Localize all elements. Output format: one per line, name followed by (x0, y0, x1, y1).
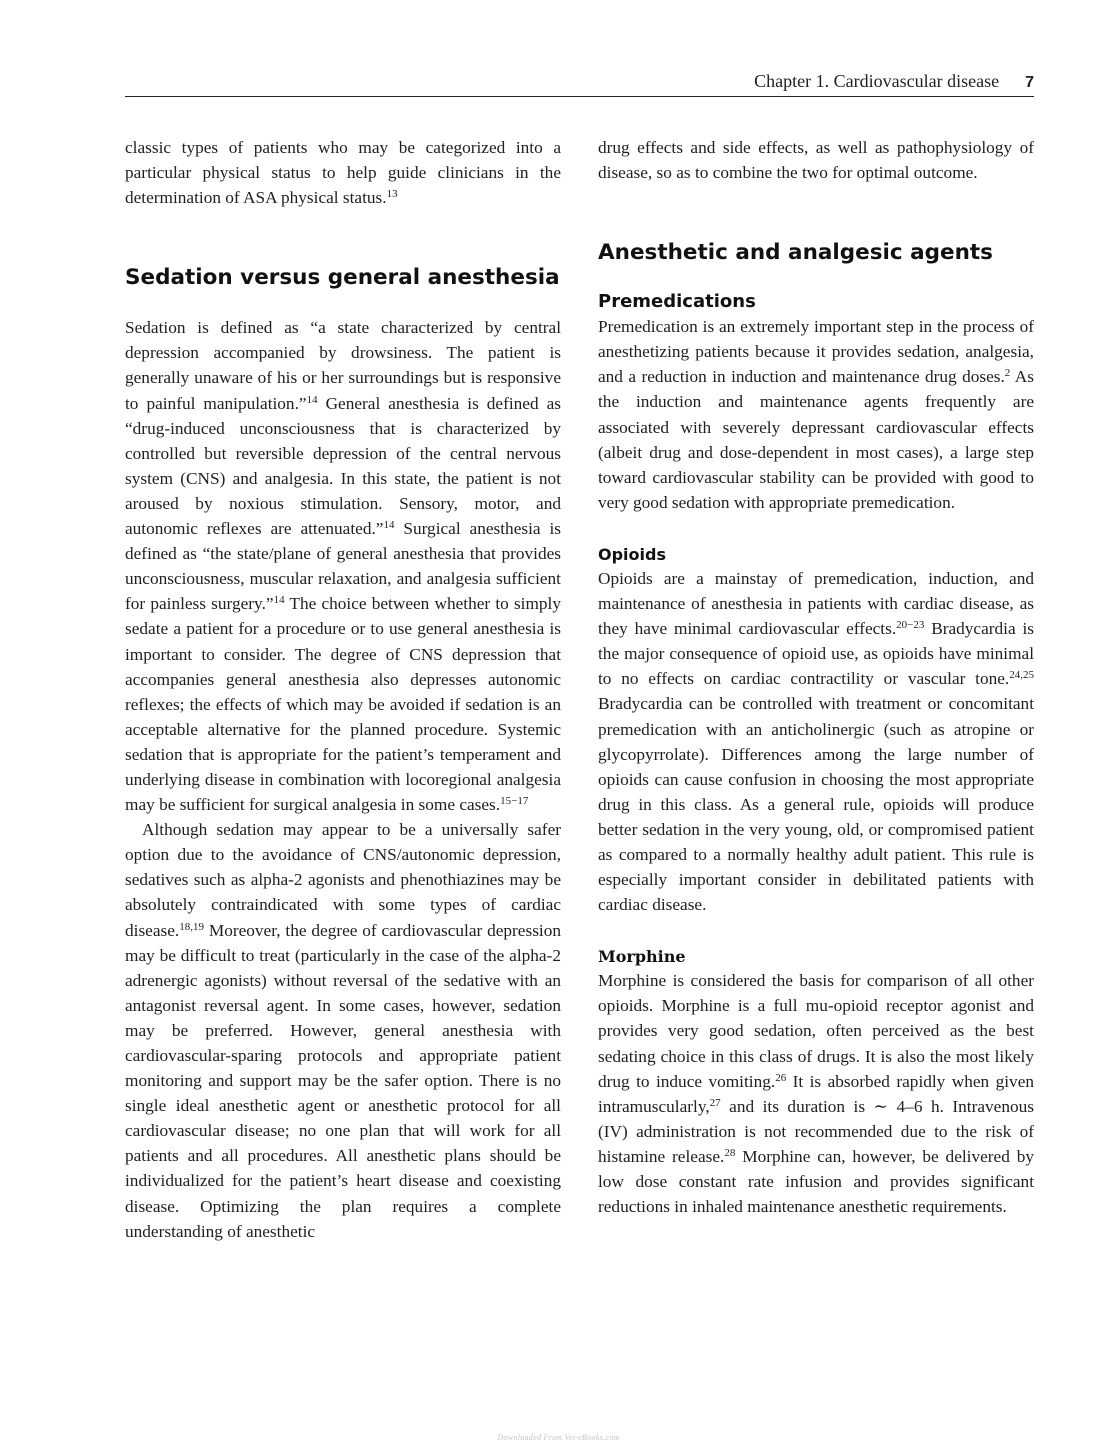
morphine-paragraph: Morphine is considered the basis for comparison of all other opioids. Morphine is a full mu-opioid receptor agonist and provides very good sedation, often perceived as the best sedating choice in this class of drugs. It is also the most likely drug to induce vomiting.$^{26}$ It is absorbed rapidly when given intramuscularly,$^{27}$ and its duration is ∼ 4–6 h. Intravenous (IV) administration is not recommended due to the risk of histamine release.$^{28}$ Morphine can, however, be delivered by low dose constant rate infusion and provides significant reductions in inhaled maintenance anesthetic requirements. (598, 971, 1035, 1217)
subheading-morphine: Morphine (598, 947, 686, 967)
running-header (125, 70, 1034, 92)
subheading-opioids: Opioids (598, 544, 666, 564)
right-intro-paragraph: drug effects and side effects, as well as pathophysiology of disease, so as to combine the two for optimal outcome. (598, 138, 1034, 183)
section-heading-sedation: Sedation versus general anesthesia (125, 265, 560, 291)
reference-marker: 15−17 (500, 795, 529, 808)
reference-marker: 24,25 (1009, 669, 1034, 682)
sedation-paragraph-1: Sedation is defined as “a state characterized by central depression accompanied by drowsiness. The patient is generally unaware of his or her surroundings but is responsive to painful manipulation.”$^{14}$ General anesthesia is defined as “drug-induced unconsciousness that is characterized by controlled but reversible depression of the central nervous system (CNS) and analgesia. In this state, the patient is not aroused by noxious stimulation. Sensory, motor, and autonomic reflexes are attenuated.”$^{14}$ Surgical anesthesia is defined as “the state/plane of general anesthesia that provides unconsciousness, muscular relaxation, and analgesia sufficient for painless surgery.”$^{14}$ The choice between whether to simply sedate a patient for a procedure or to use general anesthesia is important to consider. The degree of CNS depression that accompanies general anesthesia also depresses autonomic reflexes; the effects of which may be avoided if sedation is an acceptable alternative for the planned procedure. Systemic sedation that is appropriate for the patient’s temperament and underlying disease in combination with locoregional analgesia may be sufficient for surgical analgesia in some cases.$^{15-17}$ (125, 318, 562, 815)
reference-marker: 14 (383, 519, 395, 532)
page-number: 7 (1025, 74, 1034, 91)
reference-marker: 18,19 (179, 920, 204, 933)
reference-marker: 27 (709, 1096, 721, 1109)
reference-marker: 14 (273, 594, 285, 607)
left-intro-paragraph: classic types of patients who may be categorized into a particular physical status to help guide clinicians in the determination of ASA physical status.$^{13}$ (125, 138, 561, 208)
sedation-paragraph-2: Although sedation may appear to be a universally safer option due to the avoidance of CNS/autonomic depression, sedatives such as alpha-2 agonists and phenothiazines may be absolutely contraindicated with some types of cardiac disease.$^{18,19}$ Moreover, the degree of cardiovascular depression may be difficult to treat (particularly in the case of the alpha-2 adrenergic agonists) without reversal of the sedative with an antagonist reversal agent. In some cases, however, sedation may be preferred. However, general anesthesia with cardiovascular-sparing protocols and appropriate patient monitoring and support may be the safer option. There is no single ideal anesthetic agent or anesthetic protocol for all cardiovascular disease; no one plan that will work for all patients and all procedures. All anesthetic plans should be individualized for the patient’s heart disease and coexisting disease. Optimizing the plan requires a complete understanding of anesthetic (125, 820, 561, 1241)
reference-marker: 13 (386, 188, 398, 201)
section-heading-agents: Anesthetic and analgesic agents (598, 240, 993, 266)
left-column (125, 135, 561, 1244)
subheading-premedications: Premedications (598, 291, 756, 313)
download-watermark: Downloaded From Vet-eBooks.com (497, 1433, 620, 1442)
premedications-paragraph: Premedication is an extremely important step in the process of anesthetizing patients because it provides sedation, analgesia, and a reduction in induction and maintenance drug doses.$^2$ As the induction and maintenance agents frequently are associated with severely depressant cardiovascular effects (albeit drug and dose-dependent in most cases), a large step toward cardiovascular stability can be provided with good to very good sedation with appropriate premedication. (598, 317, 1034, 512)
right-column (598, 135, 1034, 1219)
reference-marker: 20−23 (896, 619, 925, 632)
header-rule (125, 96, 1034, 97)
reference-marker: 2 (1004, 367, 1011, 380)
opioids-paragraph: Opioids are a mainstay of premedication, induction, and maintenance of anesthesia in patients with cardiac disease, as they have minimal cardiovascular effects.$^{20-23}$ Bradycardia is the major consequence of opioid use, as opioids have minimal to no effects on cardiac contractility or vascular tone.$^{24,25}$ Bradycardia can be controlled with treatment or concomitant premedication with an anticholinergic (such as atropine or glycopyrrolate). Differences among the large number of opioids can cause confusion in choosing the most appropriate drug in this class. As a general rule, opioids will produce better sedation in the very young, old, or compromised patient as compared to a normally healthy adult patient. This rule is especially important consider in debilitated patients with cardiac disease. (598, 568, 1035, 915)
chapter-title: Chapter 1. Cardiovascular disease (754, 71, 1000, 91)
reference-marker: 28 (724, 1146, 736, 1159)
reference-marker: 26 (775, 1071, 787, 1084)
reference-marker: 14 (306, 393, 318, 406)
